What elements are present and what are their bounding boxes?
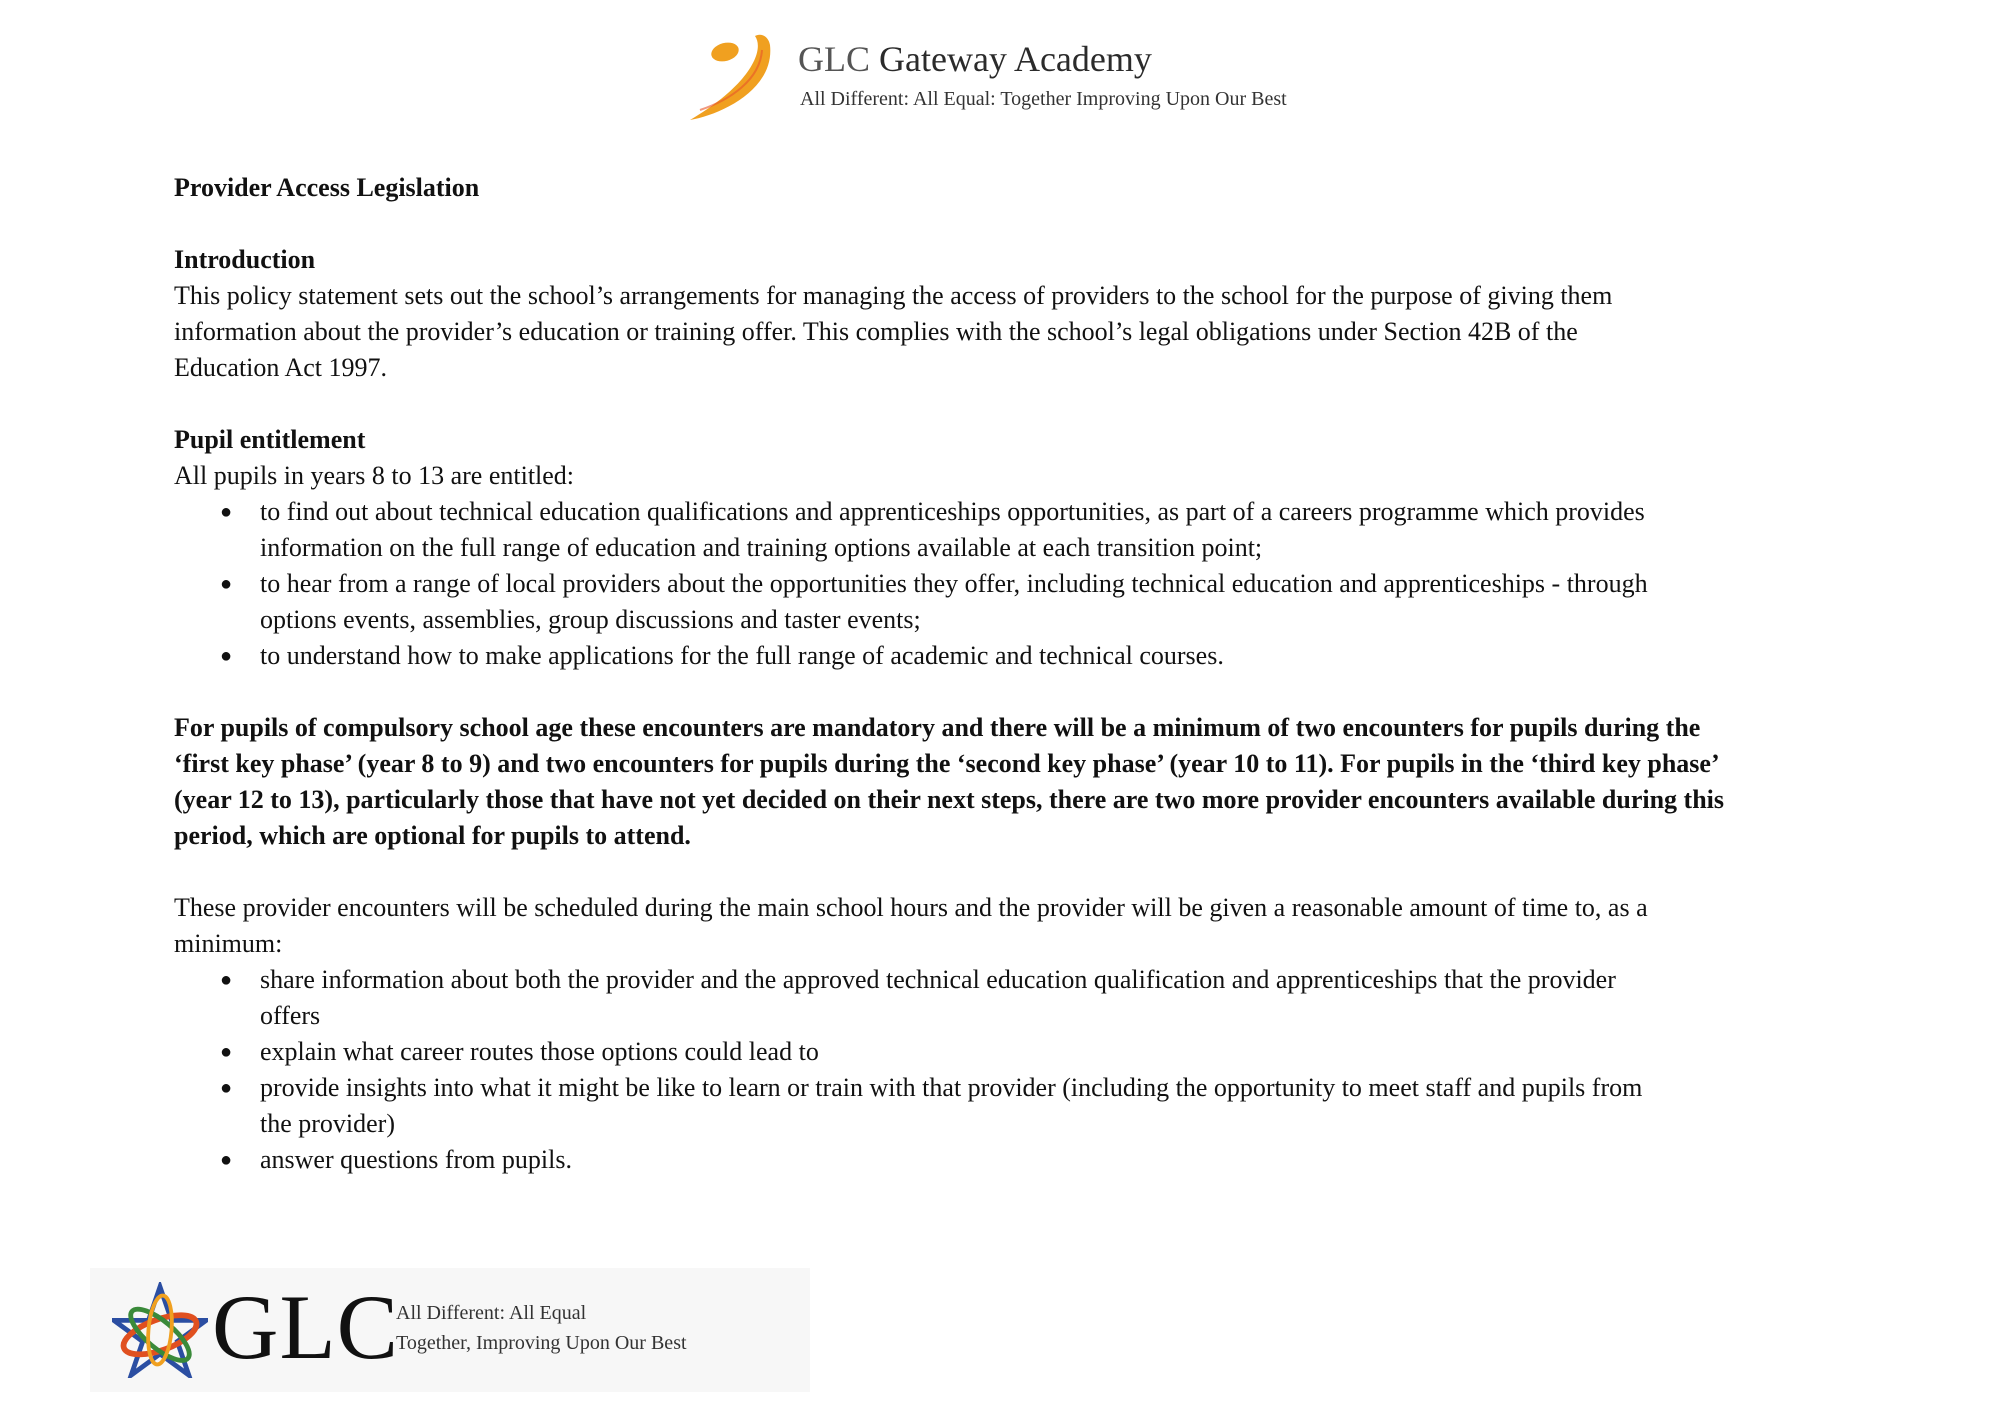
document-title: Provider Access Legislation [174,173,480,202]
bullet-icon: ● [220,1041,233,1063]
bullet-icon: ● [220,573,233,595]
entitlement-lead: All pupils in years 8 to 13 are entitled: [174,461,575,490]
list-item-text: answer questions from pupils. [260,1145,572,1174]
encounters-line: minimum: [174,929,283,958]
header-tagline: All Different: All Equal: Together Improving Upon Our Best [800,88,1287,110]
swoosh-logo-icon [680,30,790,125]
header-logo [680,30,1320,130]
mandatory-line: ‘first key phase’ (year 8 to 9) and two encounters for pupils during the ‘second key phase’ (year 10 to 11). For pupils in the ‘third key phase’ [174,749,1720,778]
bullet-icon: ● [220,1077,233,1099]
list-item-text: information on the full range of education and training options available at each transition point; [260,533,1263,562]
entitlement-heading: Pupil entitlement [174,425,366,454]
footer-tagline-line2: Together, Improving Upon Our Best [396,1332,687,1354]
brand-name: Gateway Academy [879,39,1152,79]
list-item [174,962,1854,1034]
academy-name [798,38,1152,80]
list-item [174,494,1854,566]
list-item-text: provide insights into what it might be like to learn or train with that provider (including the opportunity to meet staff and pupils from [260,1073,1643,1102]
document-body [174,170,1854,1178]
list-item-text: share information about both the provider and the approved technical education qualification and apprenticeships that the provider [260,965,1616,994]
mandatory-line: (year 12 to 13), particularly those that have not yet decided on their next steps, there are two more provider encounters available during this [174,785,1725,814]
list-item-text: to hear from a range of local providers about the opportunities they offer, including technical education and apprenticeships - through [260,569,1648,598]
list-item-text: options events, assemblies, group discussions and taster events; [260,605,921,634]
list-item-text: explain what career routes those options could lead to [260,1037,819,1066]
list-item-text: to understand how to make applications for the full range of academic and technical courses. [260,641,1224,670]
footer-logo [90,1268,810,1392]
footer-tagline-line1: All Different: All Equal [396,1302,587,1324]
list-item [174,1142,1854,1178]
intro-paragraph [174,278,1854,386]
intro-line: Education Act 1997. [174,353,388,382]
entitlement-list [174,494,1854,674]
list-item [174,638,1854,674]
intro-line: information about the provider’s education or training offer. This complies with the school’s legal obligations under Section 42B of the [174,317,1578,346]
list-item-text: to find out about technical education qualifications and apprenticeships opportunities, as part of a careers programme which provides [260,497,1645,526]
encounters-paragraph [174,890,1854,962]
list-item [174,1034,1854,1070]
mandatory-paragraph [174,710,1854,854]
mandatory-line: For pupils of compulsory school age these encounters are mandatory and there will be a minimum of two encounters for pupils during the [174,713,1701,742]
encounters-line: These provider encounters will be scheduled during the main school hours and the provider will be given a reasonable amount of time to, as a [174,893,1648,922]
intro-heading: Introduction [174,245,316,274]
footer-glc-text: GLC [212,1276,399,1378]
bullet-icon: ● [220,501,233,523]
list-item-text: the provider) [260,1109,396,1138]
bullet-icon: ● [220,645,233,667]
bullet-icon: ● [220,969,233,991]
intro-line: This policy statement sets out the school’s arrangements for managing the access of providers to the school for the purpose of giving them [174,281,1613,310]
list-item-text: offers [260,1001,321,1030]
encounters-list [174,962,1854,1178]
list-item [174,1070,1854,1142]
bullet-icon: ● [220,1149,233,1171]
mandatory-line: period, which are optional for pupils to attend. [174,821,691,850]
star-logo-icon [112,1282,208,1378]
brand-prefix: GLC [798,39,870,79]
list-item [174,566,1854,638]
